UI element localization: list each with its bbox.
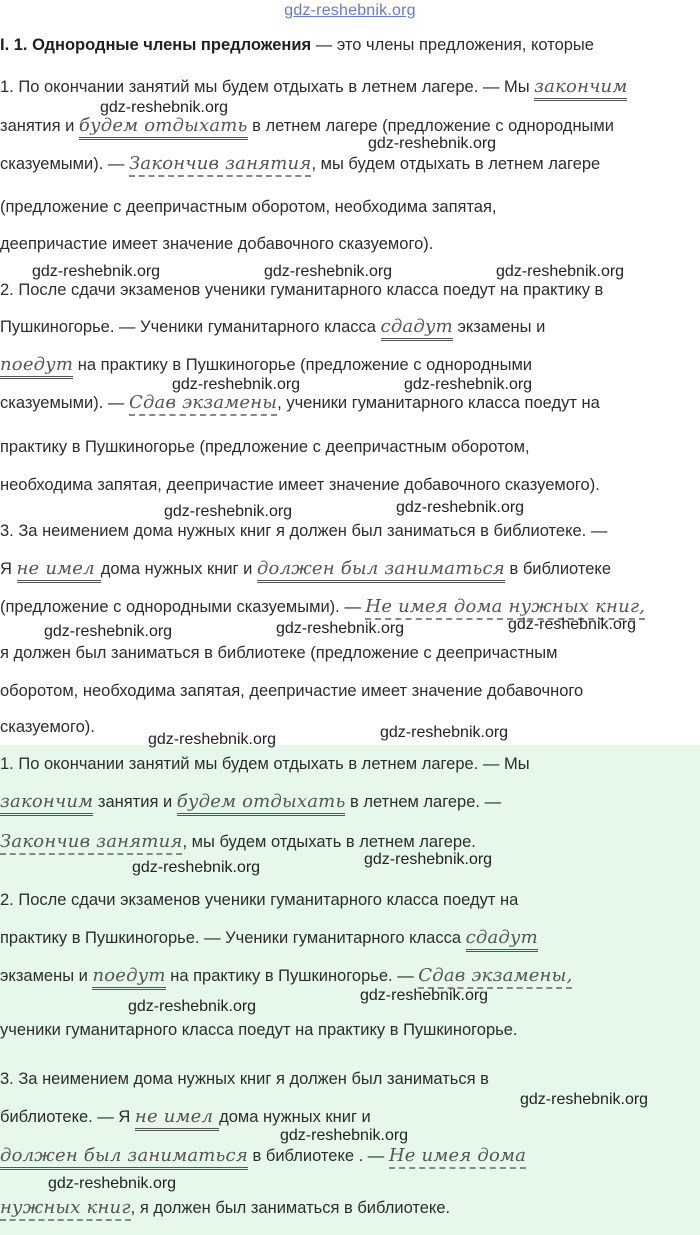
watermark: gdz-reshebnik.org — [496, 263, 625, 280]
watermark: gdz-reshebnik.org — [364, 851, 493, 868]
text: на практику в Пушкиногорье. — — [165, 967, 419, 985]
text: в летнем лагере. — — [345, 793, 502, 811]
handwritten-predicate: будем отдыхать — [79, 115, 248, 140]
watermark: gdz-reshebnik.org — [276, 620, 405, 637]
watermark: gdz-reshebnik.org — [520, 1091, 649, 1108]
s2-line-5: практику в Пушкиногорье (предложение с деепричастным оборотом, — [0, 438, 530, 456]
s2-line-6: необходима запятая, деепричастие имеет значение добавочного сказуемого). — [0, 476, 600, 494]
handwritten-predicate: будем отдыхать — [177, 791, 346, 816]
site-header-link[interactable]: gdz-reshebnik.org — [284, 2, 416, 19]
watermark: gdz-reshebnik.org — [148, 731, 277, 748]
text: сказуемыми). — — [0, 394, 129, 412]
s2-line-1: 2. После сдачи экзаменов ученики гуманитарного класса поедут на практику в — [0, 281, 604, 299]
text: (предложение с однородными сказуемыми). — — [0, 598, 366, 616]
watermark: gdz-reshebnik.org — [396, 499, 525, 516]
handwritten-adverbial: Закончив занятия — [129, 153, 311, 177]
a2-line-4: ученики гуманитарного класса поедут на практику в Пушкиногорье. — [0, 1021, 518, 1039]
text: сказуемыми). — — [0, 155, 129, 173]
handwritten-predicate: поедут — [0, 354, 73, 379]
handwritten-adverbial: Не имея дома нужных книг, — [365, 596, 645, 620]
handwritten-adverbial: нужных книг — [0, 1197, 131, 1221]
handwritten-adverbial: Не имея дома — [389, 1145, 526, 1169]
a2-line-3 — [0, 965, 700, 987]
watermark: gdz-reshebnik.org — [368, 135, 497, 152]
handwritten-adverbial: Сдав экзамены — [129, 392, 277, 416]
handwritten-predicate: закончим — [0, 791, 93, 816]
handwritten-adverbial: Закончив занятия — [0, 831, 182, 855]
a3-line-3 — [0, 1145, 700, 1167]
watermark: gdz-reshebnik.org — [404, 376, 533, 393]
s3-line-3 — [0, 596, 700, 618]
text: , ученики гуманитарного класса поедут на — [277, 394, 600, 412]
watermark: gdz-reshebnik.org — [164, 503, 293, 520]
watermark: gdz-reshebnik.org — [264, 263, 393, 280]
watermark: gdz-reshebnik.org — [508, 616, 637, 633]
a3-line-2 — [0, 1106, 700, 1128]
text: 1. По окончании занятий мы будем отдыхать в летнем лагере. — Мы — [0, 78, 535, 96]
handwritten-predicate: не имел — [135, 1106, 219, 1131]
text: на практику в Пушкиногорье (предложение с однородными — [73, 356, 533, 374]
watermark: gdz-reshebnik.org — [380, 724, 509, 741]
s3-line-6: сказуемого). — [0, 718, 95, 736]
watermark: gdz-reshebnik.org — [132, 859, 261, 876]
watermark: gdz-reshebnik.org — [48, 1175, 177, 1192]
a2-line-1: 2. После сдачи экзаменов ученики гуманитарного класса поедут на — [0, 891, 519, 909]
text: библиотеке. — Я — [0, 1108, 135, 1126]
text: экзамены и — [452, 318, 546, 336]
watermark: gdz-reshebnik.org — [360, 987, 489, 1004]
s2-line-3 — [0, 354, 700, 376]
a3-line-1: 3. За неимением дома нужных книг я должен был заниматься в — [0, 1070, 489, 1088]
s3-line-4: я должен был заниматься в библиотеке (предложение с деепричастным — [0, 644, 558, 662]
text: в библиотеке — [504, 560, 612, 578]
watermark: gdz-reshebnik.org — [100, 99, 229, 116]
a1-line-3 — [0, 831, 700, 853]
a1-line-1: 1. По окончании занятий мы будем отдыхать в летнем лагере. — Мы — [0, 755, 530, 773]
handwritten-predicate: должен был заниматься — [257, 558, 505, 583]
s1-line-4: (предложение с деепричастным оборотом, необходима запятая, — [0, 198, 497, 216]
section-title-rest: — это члены предложения, которые — [311, 36, 594, 54]
section-title — [0, 34, 700, 56]
s1-line-1 — [0, 76, 700, 98]
handwritten-predicate: не имел — [17, 558, 101, 583]
watermark: gdz-reshebnik.org — [280, 1127, 409, 1144]
text: в летнем лагере (предложение с однородными — [247, 117, 614, 135]
text: Пушкиногорье. — Ученики гуманитарного класса — [0, 318, 381, 336]
handwritten-predicate: закончим — [534, 76, 627, 101]
s1-line-5: деепричастие имеет значение добавочного сказуемого). — [0, 235, 434, 253]
watermark: gdz-reshebnik.org — [44, 623, 173, 640]
a3-line-4 — [0, 1197, 700, 1219]
s1-line-3 — [0, 153, 700, 175]
text: , я должен был заниматься в библиотеке. — [130, 1199, 451, 1217]
text: Я — [0, 560, 17, 578]
handwritten-predicate: поедут — [92, 965, 165, 990]
text: практику в Пушкиногорье. — Ученики гуманитарного класса — [0, 929, 466, 947]
text: занятия и — [0, 117, 79, 135]
text: дома нужных книг и — [219, 1108, 371, 1126]
handwritten-predicate: должен был заниматься — [0, 1145, 248, 1170]
s2-line-2 — [0, 316, 700, 338]
text: экзамены и — [0, 967, 93, 985]
handwritten-adverbial: Сдав экзамены, — [418, 965, 572, 989]
handwritten-predicate: сдадут — [466, 927, 538, 952]
text: в библиотеке . — — [247, 1147, 389, 1165]
text: , мы будем отдыхать в летнем лагере. — [182, 833, 476, 851]
watermark: gdz-reshebnik.org — [172, 376, 301, 393]
a1-line-2 — [0, 791, 700, 813]
s3-line-1: 3. За неимением дома нужных книг я должен был заниматься в библиотеке. — — [0, 522, 608, 540]
section-title-bold: I. 1. Однородные члены предложения — [0, 36, 312, 54]
s3-line-2 — [0, 558, 700, 580]
text: занятия и — [93, 793, 177, 811]
s2-line-4 — [0, 392, 700, 414]
text: дома нужных книг и — [100, 560, 257, 578]
watermark: gdz-reshebnik.org — [32, 263, 161, 280]
s1-line-2 — [0, 115, 700, 137]
watermark: gdz-reshebnik.org — [128, 998, 257, 1015]
text: , мы будем отдыхать в летнем лагере — [311, 155, 601, 173]
handwritten-predicate: сдадут — [381, 316, 453, 341]
a2-line-2 — [0, 927, 700, 949]
s3-line-5: оборотом, необходима запятая, деепричастие имеет значение добавочного — [0, 682, 584, 700]
